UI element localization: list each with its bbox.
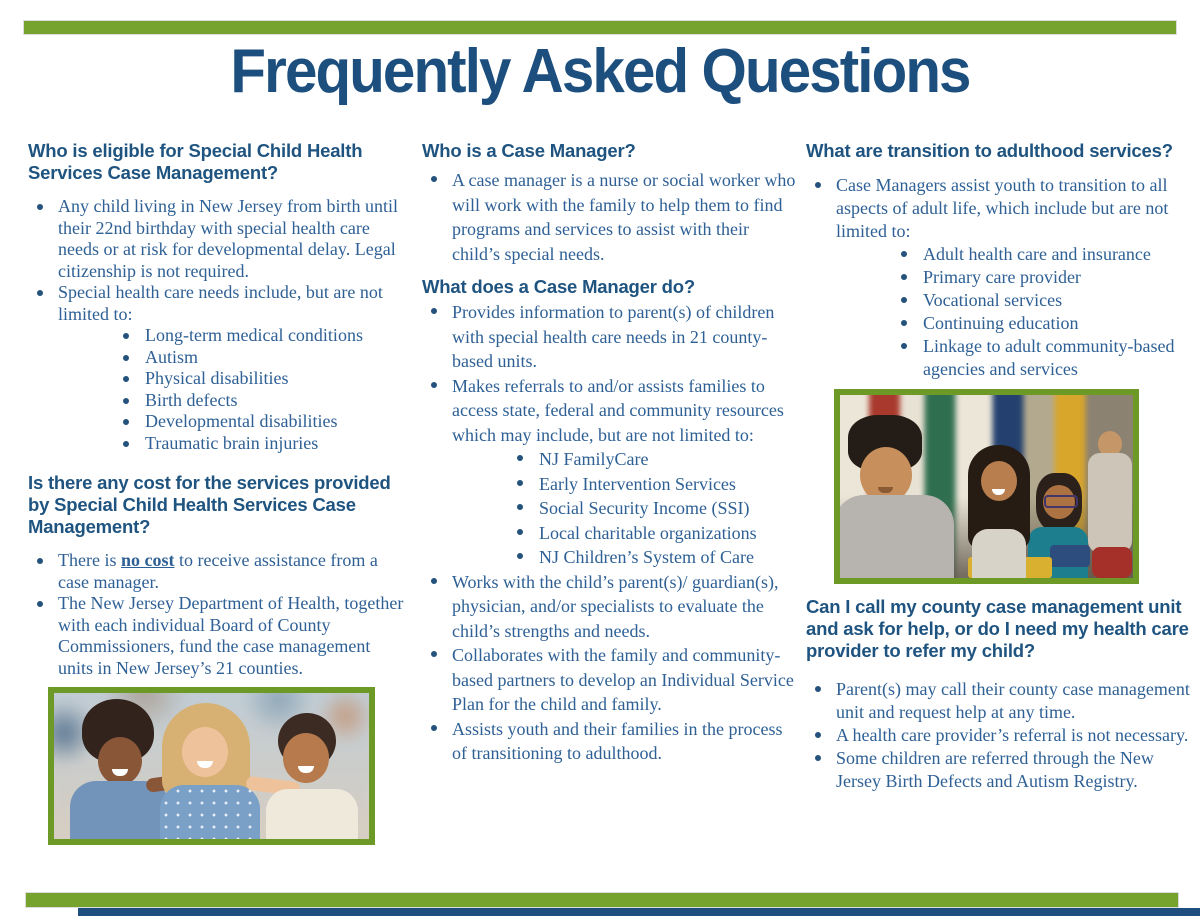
bullet-text: Special health care needs include, but are not limited to: [58,282,383,324]
bullet-item [806,174,1194,381]
bullet-item [806,724,1194,747]
student-smiling-body [972,529,1026,578]
bullet-text: Assists youth and their families in the process of transitioning to adulthood. [452,718,783,763]
sub-bullet-text: Linkage to adult community-based agencies and services [923,336,1175,379]
sub-bullet-text: Traumatic brain injuries [145,432,319,453]
bullet-item [422,570,800,644]
bullet-item [806,678,1194,724]
question-call-unit-heading: Can I call my county case management unit and ask for help, or do I need my health care provider to refer my child? [806,596,1189,661]
resources-sub-list [507,447,800,570]
case-manager-duties-list [422,300,800,766]
sub-bullet-item [891,289,1194,312]
child-left-face [98,737,142,785]
sub-bullet-item [891,335,1194,381]
bullet-text: The New Jersey Department of Health, together with each individual Board of County Commissioners, fund the case management units in New Jersey’s 21 counties. [58,593,404,678]
red-bag [1092,547,1132,578]
no-cost-emphasis: no cost [120,550,175,570]
bullet-item [28,550,406,593]
call-unit-bullet-list [806,678,1194,793]
sub-bullet-text: Vocational services [923,290,1063,310]
sub-bullet-text: Continuing education [923,313,1079,333]
bullet-item [422,168,800,266]
sub-bullet-item [113,411,406,433]
top-accent-bar [23,20,1177,35]
bullet-text: A case manager is a nurse or social worker who will work with the family to help them to find programs and services to assist with their child’s special needs. [452,170,796,264]
sub-bullet-text: Social Security Income (SSI) [539,498,750,518]
bullet-text: Collaborates with the family and community-based partners to develop an Individual Service Plan for the child and family. [452,645,794,714]
sub-bullet-item [507,496,800,521]
sub-bullet-item [507,545,800,570]
sub-bullet-text: Autism [145,346,199,367]
bullet-item [422,717,800,766]
question-case-manager-heading: Who is a Case Manager? [422,140,636,161]
chair [1050,545,1090,567]
sub-bullet-text: Primary care provider [923,267,1081,287]
question-cost-heading: Is there any cost for the services provided by Special Child Health Services Case Management? [28,472,391,537]
sub-bullet-item [891,243,1194,266]
glasses-icon [1044,495,1078,508]
sub-bullet-text: Developmental disabilities [145,411,338,431]
bullet-item [806,747,1194,793]
transition-sub-list [891,243,1194,381]
sub-bullet-item [113,390,406,412]
bullet-text: There is [58,550,121,570]
special-needs-sub-list [113,325,406,454]
sub-bullet-item [891,266,1194,289]
sub-bullet-item [507,447,800,472]
column-middle [422,140,800,766]
sub-bullet-text: Adult health care and insurance [923,244,1151,264]
sub-bullet-text: Physical disabilities [145,368,289,388]
bullet-item [422,300,800,374]
question-eligibility-heading: Who is eligible for Special Child Health Services Case Management? [28,140,363,183]
student-smiling-face [981,461,1017,501]
bottom-accent-bar [25,892,1179,908]
child-middle-body [160,785,260,839]
students-photo [834,389,1139,584]
student-standing-body [1088,453,1132,553]
column-right [806,140,1194,793]
cost-bullet-list [28,550,406,679]
sub-bullet-item [507,472,800,497]
bullet-text: Works with the child’s parent(s)/ guardian(s), physician, and/or specialists to evaluate the child’s strengths and needs. [452,571,779,641]
sub-bullet-text: Birth defects [145,389,238,410]
student-front-hoodie [834,495,954,578]
sub-bullet-text: Early Intervention Services [539,473,736,494]
child-middle-face [182,727,228,777]
sub-bullet-item [113,347,406,369]
bottom-navy-bar [78,908,1200,916]
bullet-text: Case Managers assist youth to transition to all aspects of adult life, which include but are not limited to: [836,175,1169,241]
bullet-item [28,593,406,679]
bullet-item [28,282,406,454]
bullet-text: Some children are referred through the New Jersey Birth Defects and Autism Registry. [836,748,1154,791]
sub-bullet-item [113,325,406,347]
sub-bullet-text: NJ Children’s System of Care [539,547,754,567]
case-manager-bullet-list [422,168,800,266]
bullet-text: A health care provider’s referral is not necessary. [836,725,1189,745]
bullet-item [422,643,800,717]
sub-bullet-item [507,521,800,546]
bullet-text: Any child living in New Jersey from birth until their 22nd birthday with special health care needs or at risk for developmental delay. Legal citizenship is not required. [58,196,398,281]
sub-bullet-item [891,312,1194,335]
bullet-item [28,196,406,282]
sub-bullet-text: Local charitable organizations [539,522,757,543]
bullet-text: Parent(s) may call their county case management unit and request help at any time. [836,679,1190,722]
page-title: Frequently Asked Questions [230,37,970,106]
bullet-item [422,374,800,570]
column-left [28,140,406,845]
transition-bullet-list [806,174,1194,381]
bullet-text: Makes referrals to and/or assists families to access state, federal and community resources which may include, but are not limited to: [452,375,784,445]
sub-bullet-item [113,368,406,390]
question-transition-heading: What are transition to adulthood services? [806,140,1173,161]
question-case-manager-do-heading: What does a Case Manager do? [422,276,695,297]
sub-bullet-item [113,433,406,455]
child-right-face [283,733,329,783]
child-right-body [266,789,358,839]
sub-bullet-text: NJ FamilyCare [539,449,649,469]
children-photo [48,687,375,845]
bullet-text: to receive assistance from a case manager. [58,550,378,592]
sub-bullet-text: Long-term medical conditions [145,325,363,345]
bullet-text: Provides information to parent(s) of children with special health care needs in 21 county-based units. [452,302,775,371]
eligibility-bullet-list [28,196,406,454]
